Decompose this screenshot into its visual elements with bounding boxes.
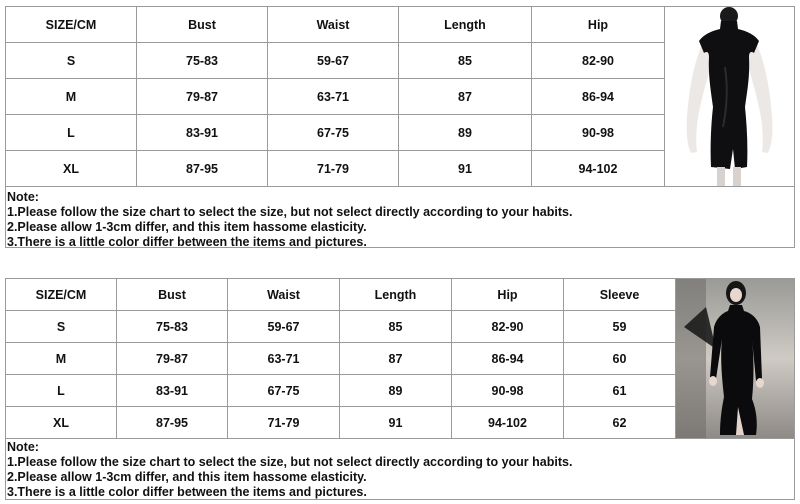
size-table-2 [5, 278, 676, 439]
table-cell: 86-94 [532, 79, 665, 115]
table-row [6, 115, 665, 151]
table-cell: 79-87 [117, 343, 228, 375]
table-cell: 87-95 [117, 407, 228, 439]
header-cell: Length [340, 279, 452, 311]
table-cell: 83-91 [117, 375, 228, 407]
table-cell: 67-75 [268, 115, 399, 151]
table-cell: 87 [399, 79, 532, 115]
table-cell: 71-79 [268, 151, 399, 187]
table-cell: 90-98 [452, 375, 564, 407]
table-cell: 67-75 [228, 375, 340, 407]
table-cell: 61 [564, 375, 676, 407]
table-cell: XL [6, 151, 137, 187]
product-photo-2 [675, 278, 795, 439]
table-cell: 89 [340, 375, 452, 407]
table-cell: 60 [564, 343, 676, 375]
table-cell: 83-91 [137, 115, 268, 151]
table-cell: M [6, 343, 117, 375]
table-row [6, 407, 676, 439]
table-cell: S [6, 311, 117, 343]
header-cell: Waist [268, 7, 399, 43]
table-row [6, 343, 676, 375]
product-photo-1 [664, 6, 795, 187]
table-cell: 94-102 [532, 151, 665, 187]
table-cell: 59 [564, 311, 676, 343]
table-cell: 85 [340, 311, 452, 343]
note-title: Note: [7, 440, 39, 454]
header-cell: SIZE/CM [6, 7, 137, 43]
table-cell: 91 [399, 151, 532, 187]
table-cell: 75-83 [117, 311, 228, 343]
table-row [6, 151, 665, 187]
table-cell: 90-98 [532, 115, 665, 151]
table-cell: L [6, 115, 137, 151]
note-line: 1.Please follow the size chart to select the size, but not select directly according to your habits. [7, 455, 573, 469]
table-row [6, 375, 676, 407]
header-cell: Waist [228, 279, 340, 311]
table-cell: 91 [340, 407, 452, 439]
table-cell: 59-67 [268, 43, 399, 79]
note-line: 1.Please follow the size chart to select the size, but not select directly according to your habits. [7, 205, 573, 219]
table-cell: 82-90 [452, 311, 564, 343]
size-chart-1 [5, 6, 795, 248]
table-cell: S [6, 43, 137, 79]
header-cell: Hip [452, 279, 564, 311]
table-cell: 89 [399, 115, 532, 151]
short-sleeve-dress-icon [665, 7, 794, 186]
note-line: 3.There is a little color differ between the items and pictures. [7, 235, 367, 249]
notes-1 [7, 190, 572, 250]
table-cell: 63-71 [228, 343, 340, 375]
table-cell: 59-67 [228, 311, 340, 343]
table-cell: 94-102 [452, 407, 564, 439]
table-cell: 86-94 [452, 343, 564, 375]
header-cell: Bust [137, 7, 268, 43]
notes-2 [7, 440, 572, 500]
note-title: Note: [7, 190, 39, 204]
table-cell: L [6, 375, 117, 407]
header-cell: Length [399, 7, 532, 43]
size-chart-2 [5, 278, 795, 500]
table-row [6, 79, 665, 115]
table-cell: 82-90 [532, 43, 665, 79]
table-header-row [6, 7, 665, 43]
note-line: 3.There is a little color differ between the items and pictures. [7, 485, 367, 499]
header-cell: Hip [532, 7, 665, 43]
table-cell: 62 [564, 407, 676, 439]
size-table-1 [5, 6, 665, 187]
header-cell: Bust [117, 279, 228, 311]
table-cell: 75-83 [137, 43, 268, 79]
long-sleeve-dress-icon [676, 279, 794, 438]
header-cell: SIZE/CM [6, 279, 117, 311]
note-line: 2.Please allow 1-3cm differ, and this item hassome elasticity. [7, 220, 367, 234]
table-row [6, 311, 676, 343]
table-cell: 63-71 [268, 79, 399, 115]
table-header-row [6, 279, 676, 311]
table-cell: M [6, 79, 137, 115]
table-cell: 79-87 [137, 79, 268, 115]
table-cell: 87-95 [137, 151, 268, 187]
table-cell: 87 [340, 343, 452, 375]
table-cell: XL [6, 407, 117, 439]
table-row [6, 43, 665, 79]
header-cell: Sleeve [564, 279, 676, 311]
table-cell: 85 [399, 43, 532, 79]
table-cell: 71-79 [228, 407, 340, 439]
note-line: 2.Please allow 1-3cm differ, and this item hassome elasticity. [7, 470, 367, 484]
